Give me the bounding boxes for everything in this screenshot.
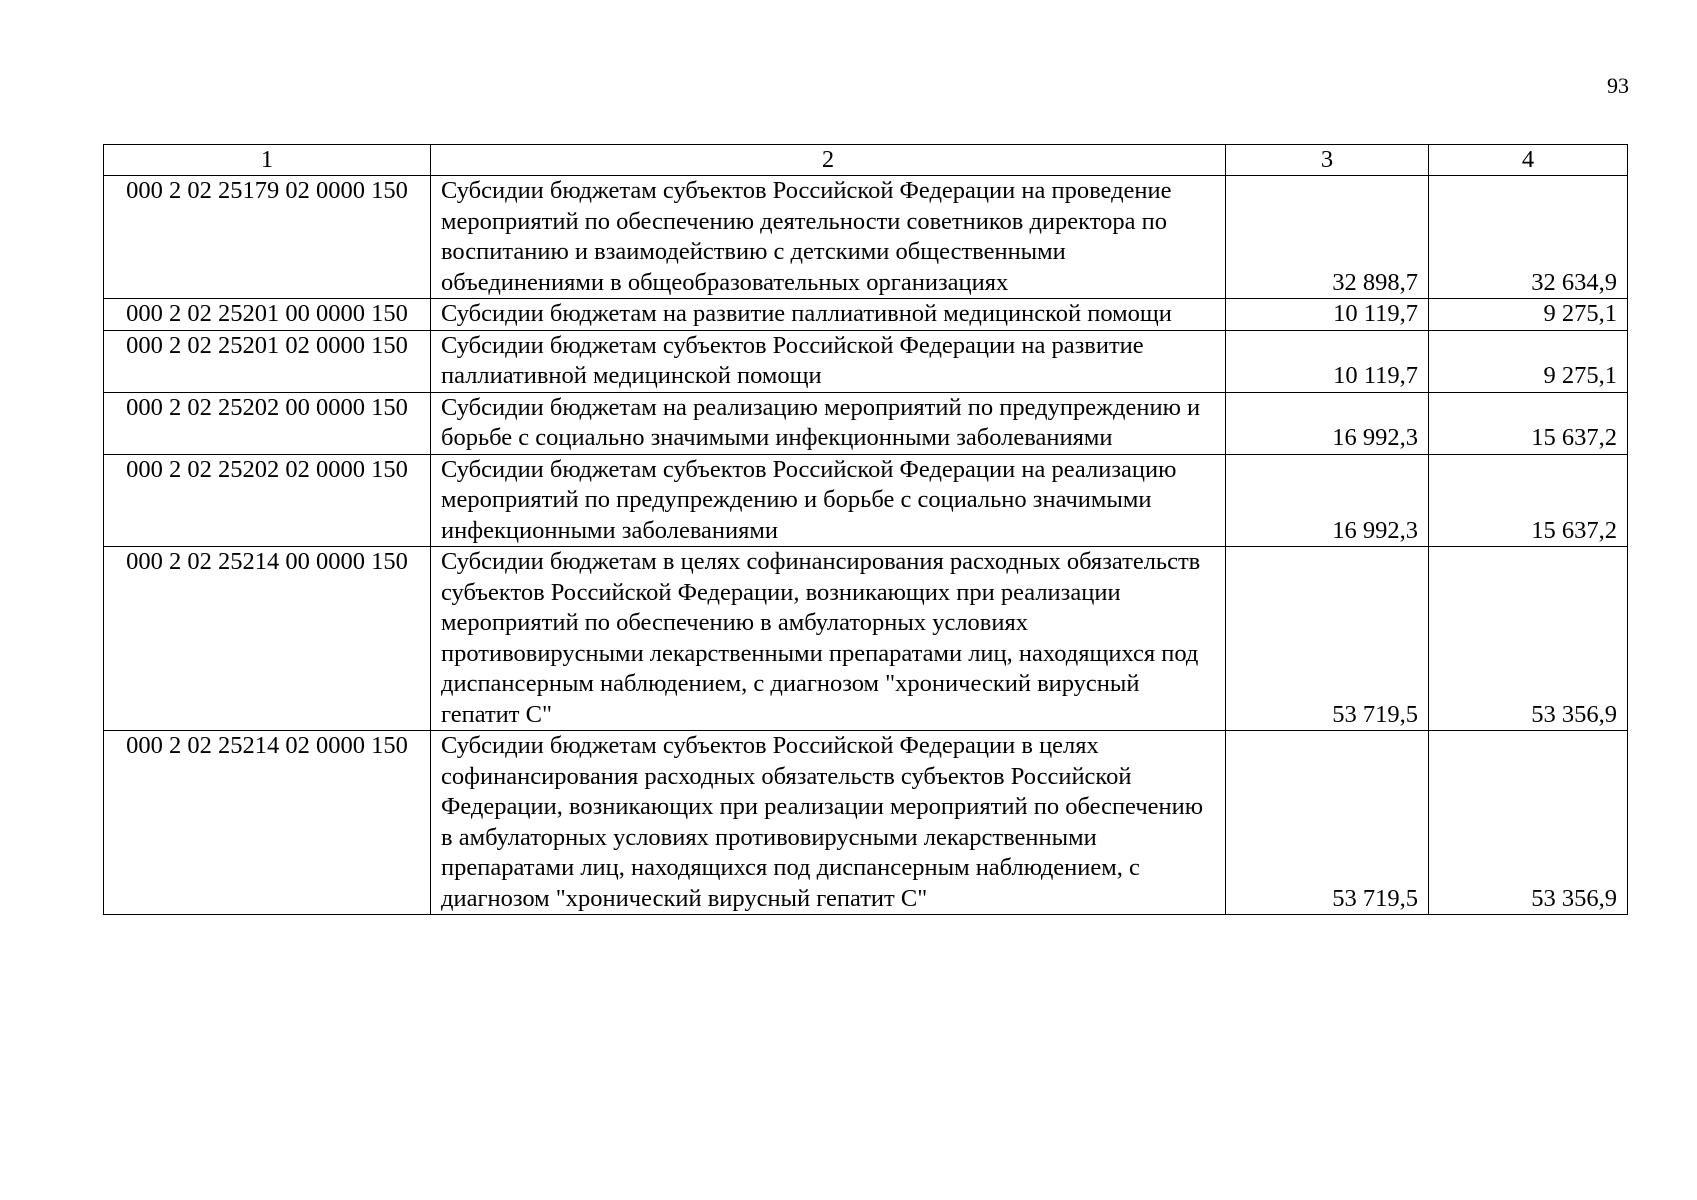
table-row <box>104 392 1628 454</box>
budget-item-name: Субсидии бюджетам на развитие паллиативной медицинской помощи <box>431 299 1226 331</box>
table-row <box>104 330 1628 392</box>
column-header-1: 1 <box>104 145 431 176</box>
value-column-3: 16 992,3 <box>1226 454 1429 547</box>
value-column-4: 32 634,9 <box>1429 176 1628 299</box>
value-column-4: 53 356,9 <box>1429 731 1628 915</box>
value-column-3: 10 119,7 <box>1226 330 1429 392</box>
budget-item-name: Субсидии бюджетам субъектов Российской Федерации в целях софинансирования расходных обязательств субъектов Российской Федерации, возникающих при реализации мероприятий по обеспечению в амбулаторных условиях противовирусными лекарственными препаратами лиц, находящихся под диспансерным наблюдением, с диагнозом "хронический вирусный гепатит С" <box>431 731 1226 915</box>
value-column-4: 9 275,1 <box>1429 330 1628 392</box>
budget-code: 000 2 02 25214 00 0000 150 <box>104 547 431 731</box>
value-column-4: 15 637,2 <box>1429 392 1628 454</box>
value-column-3: 53 719,5 <box>1226 731 1429 915</box>
table-row <box>104 731 1628 915</box>
value-column-3: 32 898,7 <box>1226 176 1429 299</box>
page-number: 93 <box>1607 73 1629 98</box>
value-column-3: 10 119,7 <box>1226 299 1429 331</box>
table-header-row <box>104 145 1628 176</box>
table-row <box>104 547 1628 731</box>
budget-table <box>103 144 1628 915</box>
table-row <box>104 176 1628 299</box>
value-column-3: 53 719,5 <box>1226 547 1429 731</box>
column-header-4: 4 <box>1429 145 1628 176</box>
column-header-2: 2 <box>431 145 1226 176</box>
budget-code: 000 2 02 25214 02 0000 150 <box>104 731 431 915</box>
budget-code: 000 2 02 25201 00 0000 150 <box>104 299 431 331</box>
budget-item-name: Субсидии бюджетам субъектов Российской Федерации на развитие паллиативной медицинской помощи <box>431 330 1226 392</box>
budget-item-name: Субсидии бюджетам на реализацию мероприятий по предупреждению и борьбе с социально значимыми инфекционными заболеваниями <box>431 392 1226 454</box>
budget-code: 000 2 02 25179 02 0000 150 <box>104 176 431 299</box>
budget-item-name: Субсидии бюджетам субъектов Российской Федерации на реализацию мероприятий по предупреждению и борьбе с социально значимыми инфекционными заболеваниями <box>431 454 1226 547</box>
value-column-4: 15 637,2 <box>1429 454 1628 547</box>
budget-item-name: Субсидии бюджетам в целях софинансирования расходных обязательств субъектов Российской Федерации, возникающих при реализации мероприятий по обеспечению в амбулаторных условиях противовирусными лекарственными препаратами лиц, находящихся под диспансерным наблюдением, с диагнозом "хронический вирусный гепатит С" <box>431 547 1226 731</box>
budget-code: 000 2 02 25202 02 0000 150 <box>104 454 431 547</box>
value-column-4: 9 275,1 <box>1429 299 1628 331</box>
budget-code: 000 2 02 25201 02 0000 150 <box>104 330 431 392</box>
column-header-3: 3 <box>1226 145 1429 176</box>
budget-code: 000 2 02 25202 00 0000 150 <box>104 392 431 454</box>
value-column-3: 16 992,3 <box>1226 392 1429 454</box>
budget-item-name: Субсидии бюджетам субъектов Российской Федерации на проведение мероприятий по обеспечению деятельности советников директора по воспитанию и взаимодействию с детскими общественными объединениями в общеобразовательных организациях <box>431 176 1226 299</box>
value-column-4: 53 356,9 <box>1429 547 1628 731</box>
table-row <box>104 454 1628 547</box>
table-row <box>104 299 1628 331</box>
